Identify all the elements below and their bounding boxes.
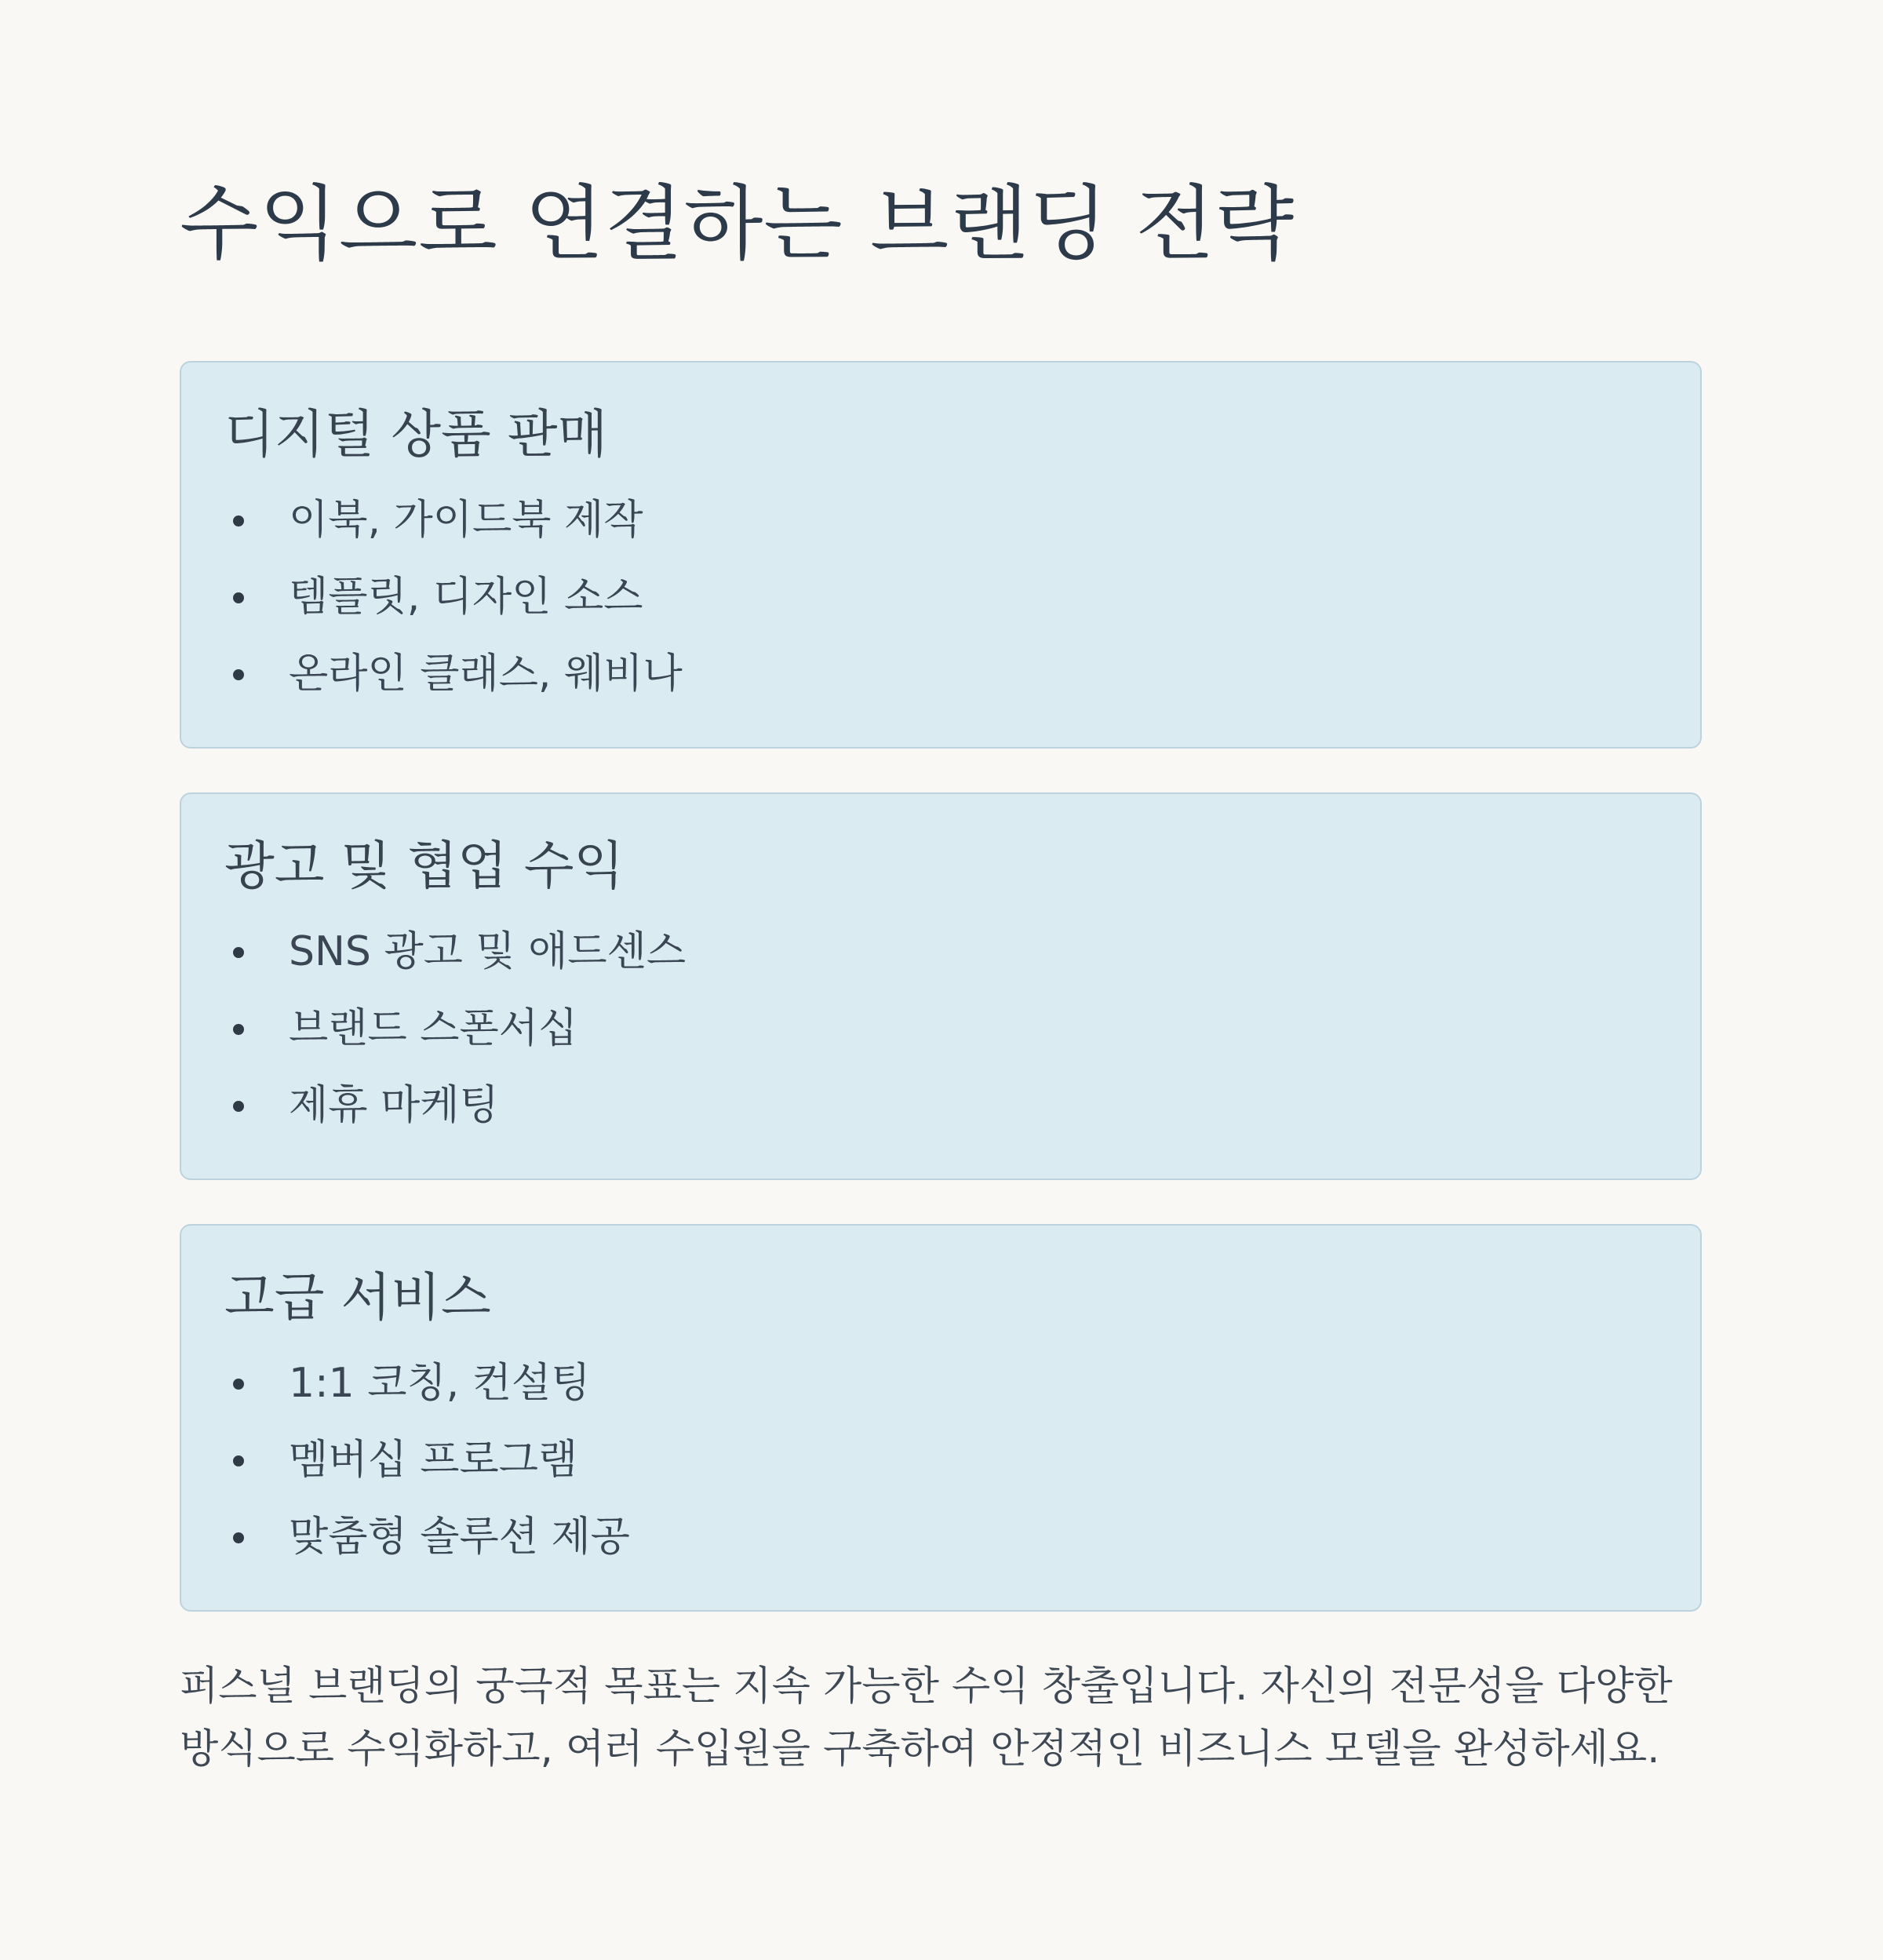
list-item-text: 멤버십 프로그램 [289, 1437, 578, 1484]
list-item-text: SNS 광고 및 애드센스 [289, 928, 687, 975]
list-item-text: 템플릿, 디자인 소스 [289, 574, 643, 621]
bullet-icon [233, 1101, 244, 1112]
card-heading: 고급 서비스 [224, 1267, 491, 1328]
card-digital-products [180, 361, 1702, 749]
list-item-text: 이북, 가이드북 제작 [289, 497, 643, 544]
bullet-icon [233, 1379, 244, 1390]
bullet-icon [233, 516, 244, 526]
card-premium-services [180, 1224, 1702, 1612]
card-heading: 디지털 상품 판매 [224, 404, 608, 464]
list-item-text: 맞춤형 솔루션 제공 [289, 1514, 630, 1561]
bullet-icon [233, 592, 244, 603]
bullet-icon [233, 1532, 244, 1543]
list-item-text: 1:1 코칭, 컨설팅 [289, 1360, 591, 1407]
bullet-icon [233, 1455, 244, 1466]
card-ads-collaboration [180, 792, 1702, 1180]
bullet-icon [233, 947, 244, 958]
summary-paragraph: 퍼스널 브랜딩의 궁극적 목표는 지속 가능한 수익 창출입니다. 자신의 전문성을 다양한 방식으로 수익화하고, 여러 수입원을 구축하여 안정적인 비즈니스 모델을 완성하세요. [180, 1663, 1673, 1772]
card-heading: 광고 및 협업 수익 [224, 836, 625, 896]
list-item-text: 온라인 클래스, 웨비나 [289, 650, 683, 698]
list-item-text: 브랜드 스폰서십 [289, 1005, 578, 1052]
bullet-icon [233, 1024, 244, 1035]
page-title: 수익으로 연결하는 브랜딩 전략 [180, 176, 1295, 271]
bullet-icon [233, 669, 244, 680]
list-item-text: 제휴 마케팅 [289, 1082, 499, 1129]
